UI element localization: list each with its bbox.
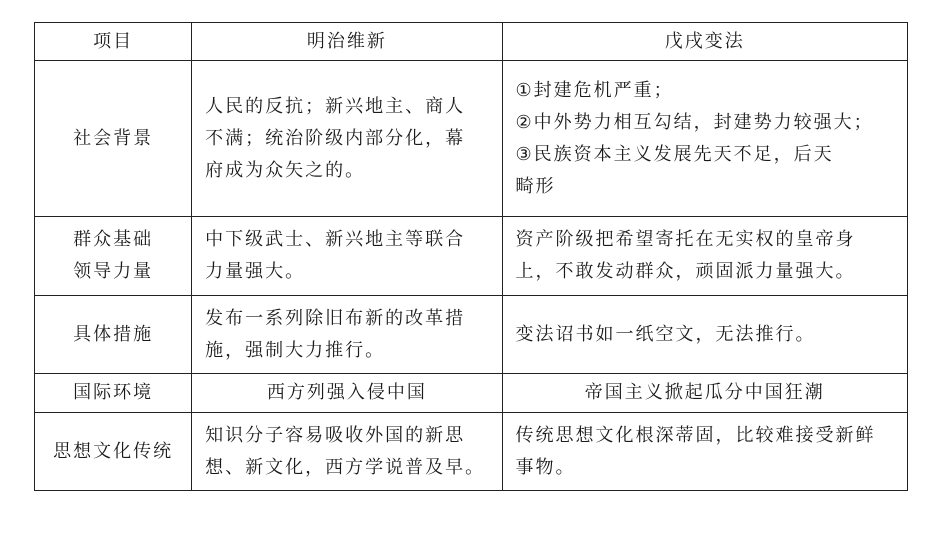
row-measures — [35, 296, 908, 374]
meiji-cell — [192, 374, 502, 413]
header-row — [35, 23, 908, 61]
row-item-line: 具体措施 — [73, 323, 154, 345]
wuxu-line: 资产阶级把希望寄托在无实权的皇帝身 — [515, 229, 856, 250]
row-item-line: 思想文化传统 — [53, 440, 174, 462]
meiji-cell — [192, 296, 502, 374]
wuxu-cell — [502, 61, 907, 217]
wuxu-line: 变法诏书如一纸空文，无法推行。 — [515, 323, 816, 345]
meiji-cell — [192, 61, 502, 217]
row-culture — [35, 413, 908, 491]
row-item-cell — [35, 61, 192, 217]
meiji-cell — [192, 217, 502, 296]
row-item-line: 社会背景 — [73, 127, 154, 149]
wuxu-cell — [502, 296, 907, 374]
wuxu-line: ③民族资本主义发展先天不足，后天 — [515, 143, 834, 165]
wuxu-line: 畸形 — [515, 175, 556, 197]
wuxu-cell — [502, 217, 907, 296]
meiji-line: 人民的反抗；新兴地主、商人 — [205, 95, 466, 117]
row-item-line: 领导力量 — [73, 261, 154, 282]
meiji-line: 府成为众矢之的。 — [205, 159, 366, 181]
header-wuxu: 戊戌变法 — [502, 23, 907, 61]
row-international — [35, 374, 908, 413]
wuxu-line: ①封建危机严重； — [515, 79, 674, 101]
row-item-line: 群众基础 — [73, 229, 154, 250]
row-item-cell — [35, 413, 192, 491]
wuxu-cell — [502, 413, 907, 491]
wuxu-line: 帝国主义掀起瓜分中国狂潮 — [584, 382, 825, 403]
wuxu-line: 传统思想文化根深蒂固，比较难接受新鲜 — [515, 424, 876, 446]
wuxu-cell — [502, 374, 907, 413]
wuxu-line: 事物。 — [515, 456, 576, 478]
header-meiji: 明治维新 — [192, 23, 502, 61]
comparison-table — [34, 22, 908, 491]
meiji-line: 知识分子容易吸收外国的新思 — [205, 424, 466, 446]
row-item-line: 国际环境 — [73, 382, 154, 403]
row-social-background — [35, 61, 908, 217]
row-mass-base — [35, 217, 908, 296]
row-item-cell — [35, 296, 192, 374]
row-item-cell — [35, 374, 192, 413]
wuxu-line: ②中外势力相互勾结，封建势力较强大； — [515, 111, 874, 133]
meiji-line: 发布一系列除旧布新的改革措 — [205, 307, 466, 329]
row-item-cell — [35, 217, 192, 296]
wuxu-line: 上，不敢发动群众，顽固派力量强大。 — [515, 261, 856, 282]
meiji-line: 力量强大。 — [205, 261, 306, 282]
meiji-line: 中下级武士、新兴地主等联合 — [205, 229, 466, 250]
header-item: 项目 — [35, 23, 192, 61]
meiji-line: 不满；统治阶级内部分化，幕 — [205, 127, 466, 149]
meiji-line: 想、新文化，西方学说普及早。 — [205, 456, 486, 478]
meiji-line: 施，强制大力推行。 — [205, 339, 386, 361]
meiji-line: 西方列强入侵中国 — [266, 382, 427, 403]
meiji-cell — [192, 413, 502, 491]
